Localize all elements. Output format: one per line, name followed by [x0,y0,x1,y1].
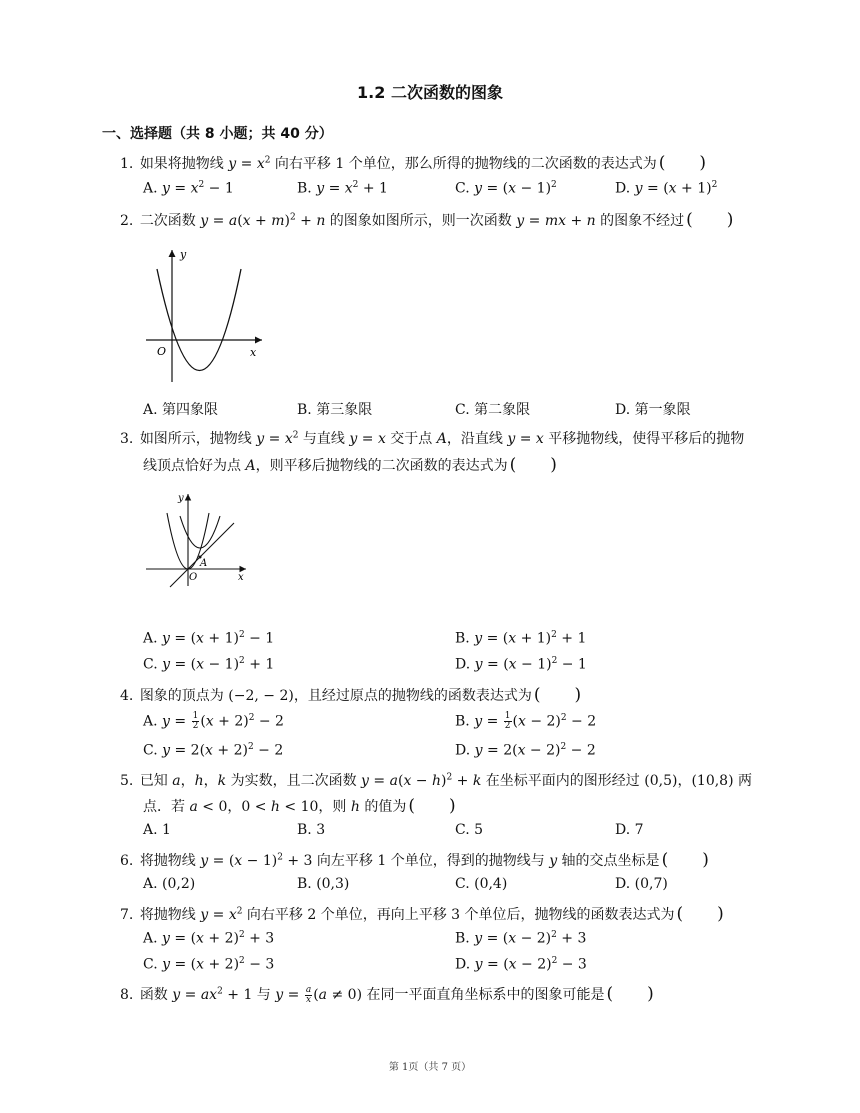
question-text: 的图象如图所示，则一次函数 [325,213,517,229]
question-text: 的图象不经过 [595,213,685,229]
question-2: 2. 二次函数 $y = a(x + m)^2 + n$ 的图象如图所示，则一次函数 y = mx + n 的图象不经过 ( ) [120,210,734,230]
answer-blank: ( ) [686,210,734,230]
question-number: 4. [120,688,134,704]
option-c: C. $y = (x - 1)^2 + 1$ [143,656,275,673]
y-label: y [178,493,184,504]
option-b: B. $y = (x + 1)^2 + 1$ [455,630,587,647]
question-5: 5. 已知 a，h，k 为实数，且二次函数 $y = a(x - h)^2 + k$ 在坐标平面内的图形经过 (0,5)，(10,8) 两 [120,772,753,789]
option-a: A. 1 [143,822,171,838]
option-a: A. (0,2) [143,876,196,892]
x-label: x [250,346,257,359]
option-c: C. $y = (x + 2)^2 - 3$ [143,956,275,973]
option-c: C. $y = 2(x + 2)^2 - 2$ [143,742,284,759]
question-7: 7. 将抛物线 $y = x^2$ 向右平移 2 个单位，再向上平移 3 个单位后，抛物线的函数表达式为 ( ) [120,904,724,924]
option-a: A. $y = (x + 1)^2 - 1$ [143,630,275,647]
option-d: D. $y = (x + 1)^2$ [615,180,718,197]
question-number: 3. [120,431,134,447]
question-4: 4. 图象的顶点为 (−2, − 2)，且经过原点的抛物线的函数表达式为 ( ) [120,685,582,705]
question-5-line-2: 点．若 a < 0，0 < h < 10，则 h 的值为 ( ) [143,796,456,816]
question-number: 7. [120,907,134,923]
answer-blank: ( ) [676,904,724,924]
option-d: D. (0,7) [615,876,668,892]
question-6: 6. 将抛物线 $y = (x - 1)^2 + 3$ 向左平移 1 个单位，得到的抛物线与 y 轴的交点坐标是 ( ) [120,850,709,870]
origin-label: O [157,345,167,358]
question-1: 1. 如果将抛物线 $y = x^2$ 向右平移 1 个单位，那么所得的抛物线的二次函数的表达式为 ( ) [120,153,706,173]
question-8: 8. 函数 $y = ax^2 + 1$ 与 y = $\frac{a}{x}$ (a ≠ 0) 在同一平面直角坐标系中的图象可能是 ( ) [120,984,654,1005]
question-3-line-2: 线顶点恰好为点 A，则平移后抛物线的二次函数的表达式为 ( ) [143,455,557,475]
answer-blank: ( ) [509,455,557,475]
answer-blank: ( ) [606,984,654,1004]
answer-blank: ( ) [661,850,709,870]
option-c: C. 第二象限 [455,402,531,418]
figure-q3 [140,488,255,588]
math-expr: y [228,156,237,172]
option-d: D. $y = (x - 1)^2 - 1$ [455,656,587,673]
option-c: C. (0,4) [455,876,508,892]
a-label: A [200,558,208,569]
section-heading: 一、选择题（共 8 小题；共 40 分） [102,126,333,142]
option-d: D. 7 [615,822,644,838]
option-b: B. (0,3) [297,876,350,892]
question-3: 3. 如图所示，抛物线 $y = x^2$ 与直线 y = x 交于点 A，沿直线 y = x 平移抛物线，使得平移后的抛物 [120,430,745,447]
option-b: B. $y = x^2 + 1$ [297,180,388,197]
option-c: C. $y = (x - 1)^2$ [455,180,557,197]
figure-q2 [140,242,270,387]
question-number: 1. [120,156,134,172]
option-d: D. $y = 2(x - 2)^2 - 2$ [455,742,596,759]
answer-blank: ( ) [658,153,706,173]
origin-label: O [189,572,198,583]
option-d: D. $y = (x - 2)^2 - 3$ [455,956,587,973]
option-a: A. $y = (x + 2)^2 + 3$ [143,930,275,947]
option-b: B. $y = (x - 2)^2 + 3$ [455,930,587,947]
question-text: 向右平移 1 个单位，那么所得的抛物线的二次函数的表达式为 [270,156,657,172]
option-a: A. $y = x^2 - 1$ [143,180,234,197]
page-footer: 第 1页（共 7 页） [388,1062,472,1073]
option-d: D. 第一象限 [615,402,691,418]
question-number: 8. [120,987,134,1003]
question-text: 如果将抛物线 [139,156,229,172]
question-number: 2. [120,213,134,229]
question-text: 二次函数 [139,213,201,229]
option-b: B. y = $\frac{1}{2}$ $(x - 2)^2 - 2$ [455,711,597,731]
question-number: 5. [120,773,134,789]
option-b: B. 第三象限 [297,402,373,418]
parabola [157,269,241,371]
question-number: 6. [120,853,134,869]
option-c: C. 5 [455,822,484,838]
y-label: y [180,248,187,261]
answer-blank: ( ) [408,796,456,816]
answer-blank: ( ) [533,685,582,705]
option-a: A. 第四象限 [143,402,219,418]
option-a: A. y = $\frac{1}{2}$ $(x + 2)^2 - 2$ [143,711,284,731]
page-title: 1.2 二次函数的图象 [357,83,503,102]
x-label: x [238,572,244,583]
line-y-x [170,523,234,587]
option-b: B. 3 [297,822,326,838]
